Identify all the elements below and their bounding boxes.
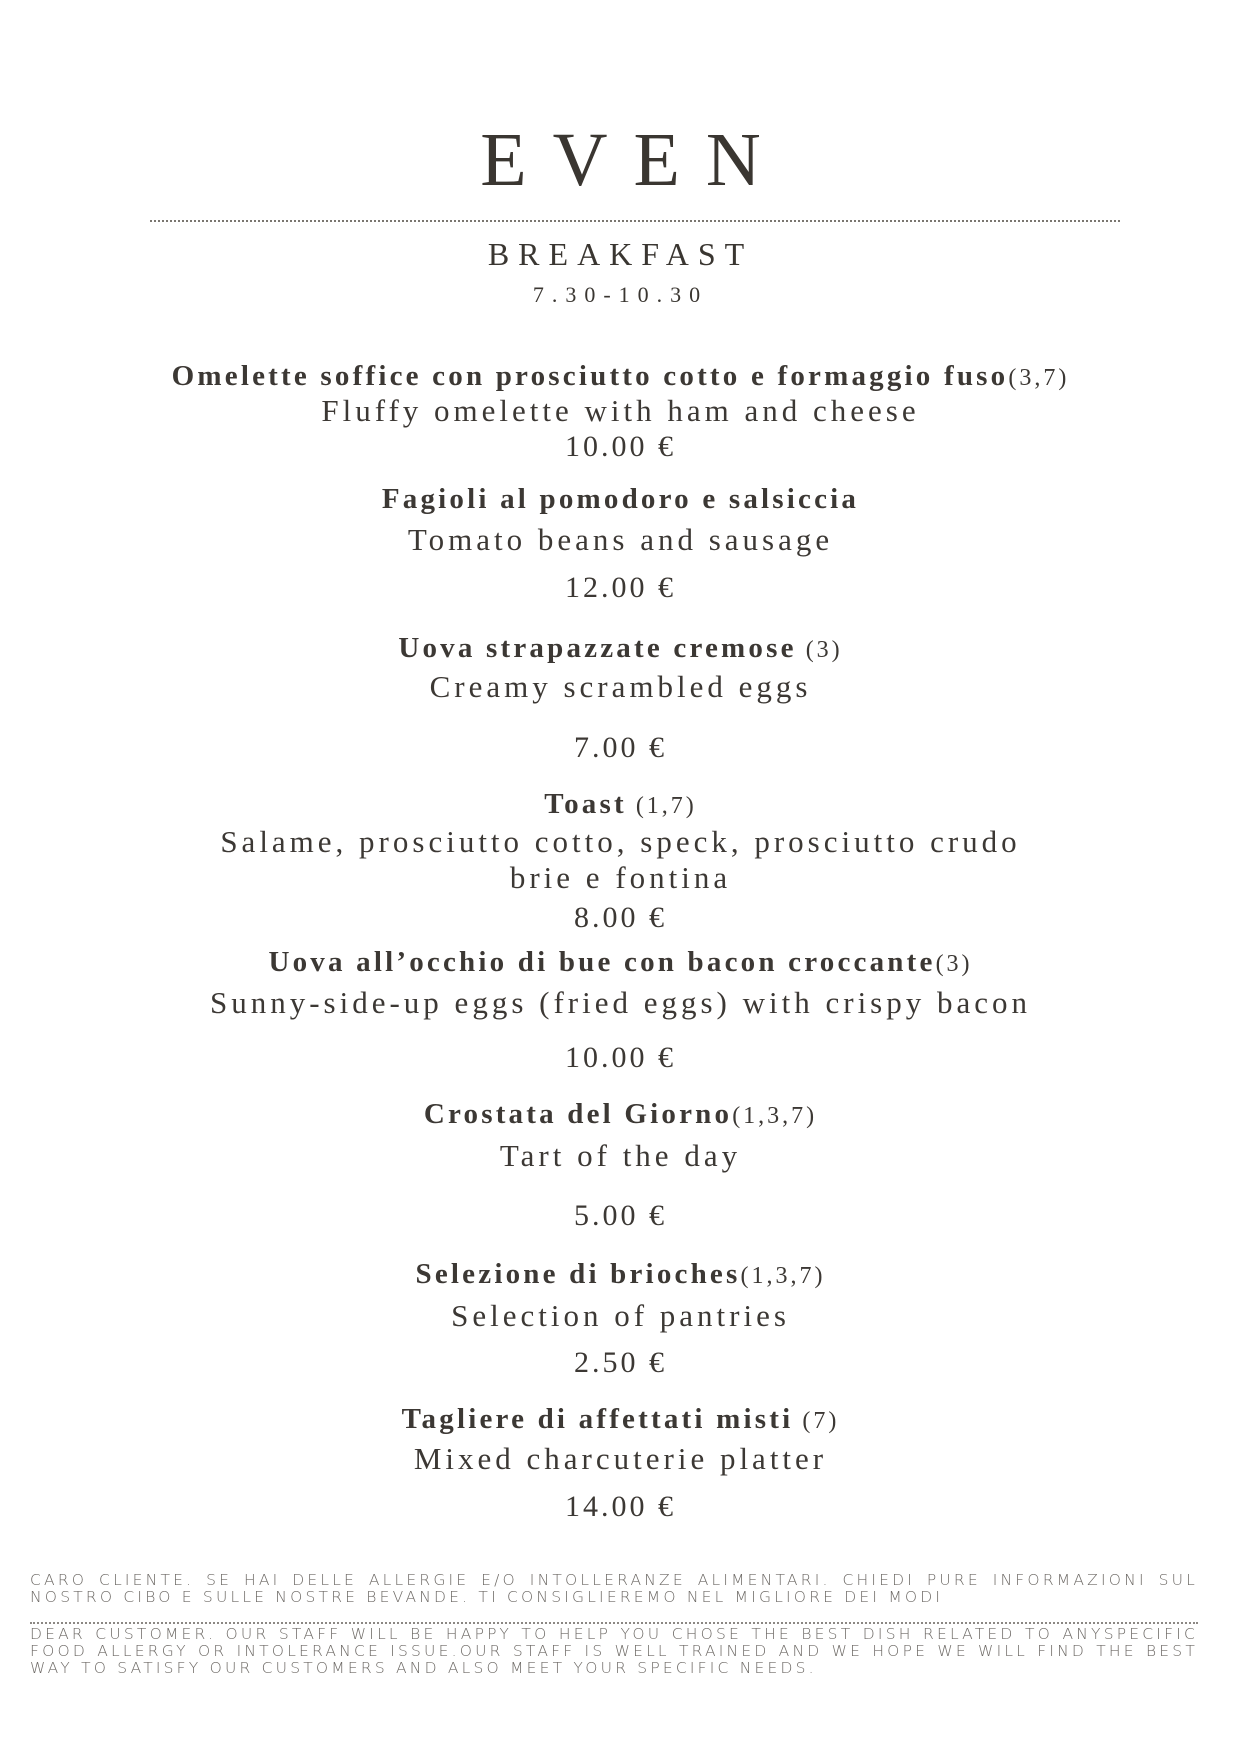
menu-item-price: 2.50 € xyxy=(574,1346,667,1379)
item-name-italian: Uova all’occhio di bue con bacon croccante xyxy=(268,946,936,978)
menu-item-name xyxy=(0,483,1241,516)
menu-item-description: Tomato beans and sausage xyxy=(407,522,834,557)
menu-item-description: Salame, prosciutto cotto, speck, prosciutto crudo xyxy=(220,824,1021,859)
menu-item-name xyxy=(0,1258,1241,1291)
item-name-italian: Omelette soffice con prosciutto cotto e formaggio fuso xyxy=(171,360,1009,392)
item-allergens: (1,7) xyxy=(626,793,697,819)
menu-item-price: 7.00 € xyxy=(574,731,667,764)
item-name-italian: Fagioli al pomodoro e salsiccia xyxy=(381,483,860,515)
service-hours: 7.30-10.30 xyxy=(532,282,709,307)
item-allergens: (3,7) xyxy=(1008,365,1070,391)
menu-item-description: Tart of the day xyxy=(499,1138,742,1173)
menu-item-description: Creamy scrambled eggs xyxy=(429,669,812,704)
menu-item-name xyxy=(0,1098,1241,1131)
menu-item-name xyxy=(0,360,1241,393)
menu-item-name xyxy=(0,1403,1241,1436)
item-allergens: (3) xyxy=(935,951,973,977)
item-allergens: (1,3,7) xyxy=(740,1263,826,1289)
header-divider xyxy=(150,220,1120,222)
brand-title: EVEN xyxy=(480,118,787,202)
item-allergens: (3) xyxy=(796,637,843,663)
menu-item-price: 12.00 € xyxy=(565,571,676,604)
menu-item-price: 5.00 € xyxy=(574,1199,667,1232)
item-name-italian: Tagliere di affettati misti xyxy=(401,1403,794,1435)
item-name-italian: Toast xyxy=(544,788,627,820)
menu-item-name xyxy=(0,946,1241,979)
footer-divider xyxy=(30,1622,1198,1624)
allergy-note-italian: CARO CLIENTE. SE HAI DELLE ALLERGIE E/O INTOLLERANZE ALIMENTARI. CHIEDI PURE INFORMAZIONI SUL NOSTRO CIBO E SULLE NOSTRE BEVANDE. TI CONSIGLIEREMO NEL MIGLIORE DEI MODI xyxy=(30,1571,1198,1606)
menu-item-price: 10.00 € xyxy=(565,1041,676,1074)
item-name-italian: Uova strapazzate cremose xyxy=(398,632,797,664)
menu-item-price: 14.00 € xyxy=(565,1490,676,1523)
menu-item-price: 10.00 € xyxy=(565,430,676,463)
menu-item-price: 8.00 € xyxy=(574,901,667,934)
menu-item-name xyxy=(0,788,1241,821)
item-allergens: (7) xyxy=(793,1408,840,1434)
item-allergens: (1,3,7) xyxy=(732,1103,818,1129)
item-name-italian: Crostata del Giorno xyxy=(423,1098,733,1130)
menu-item-description: Sunny-side-up eggs (fried eggs) with crispy bacon xyxy=(209,985,1032,1020)
menu-item-description: Mixed charcuterie platter xyxy=(413,1441,828,1476)
menu-item-name xyxy=(0,632,1241,665)
allergy-note-english: DEAR CUSTOMER. OUR STAFF WILL BE HAPPY TO HELP YOU CHOSE THE BEST DISH RELATED TO ANYSPECIFIC FOOD ALLERGY OR INTOLERANCE ISSUE.OUR STAFF IS WELL TRAINED AND WE HOPE WE WILL FIND THE BEST WAY TO SATISFY OUR CUSTOMERS AND ALSO MEET YOUR SPECIFIC NEEDS. xyxy=(30,1625,1198,1677)
menu-item-description: Fluffy omelette with ham and cheese xyxy=(321,393,920,428)
section-title: BREAKFAST xyxy=(487,236,754,272)
menu-item-description-line2: brie e fontina xyxy=(509,860,732,895)
item-name-italian: Selezione di brioches xyxy=(415,1258,741,1290)
menu-item-description: Selection of pantries xyxy=(451,1298,790,1333)
